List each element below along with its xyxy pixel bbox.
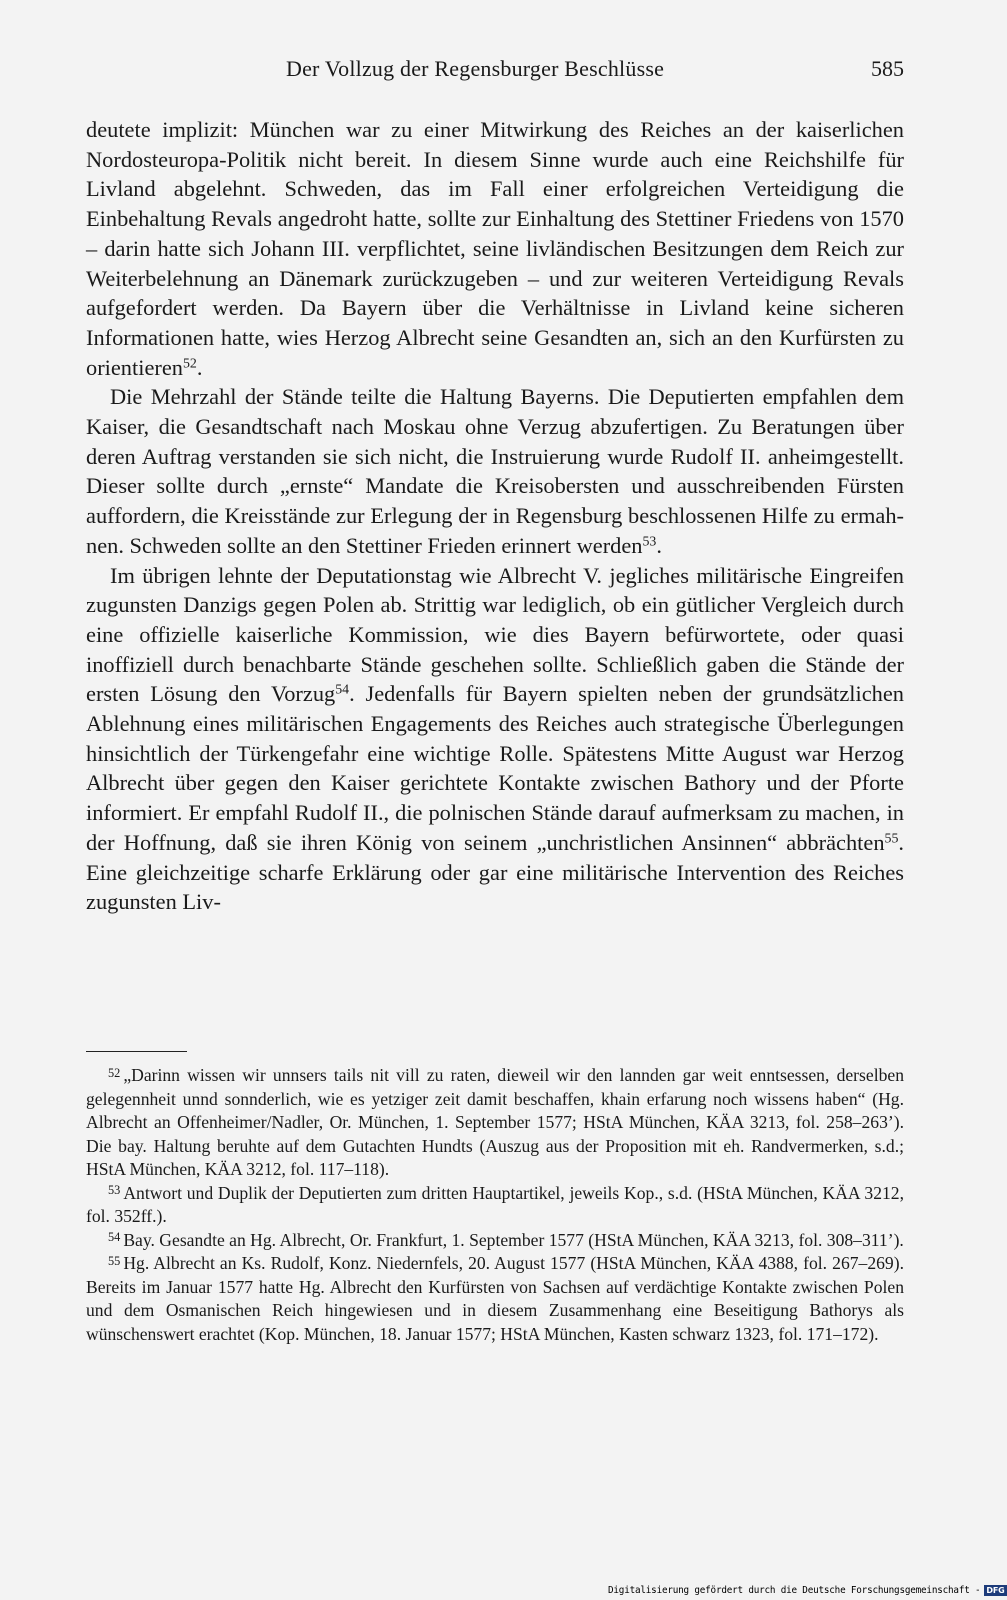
body-text [86, 115, 904, 917]
footnote-text: „Darinn wissen wir unnsers tails nit vill zu raten, dieweil wir den lannden gar weit enntsessen, derselben gelegennheit unnd sonnderlich, wie es yetziger zeit damit beschaffen, khain erfarung noch wissens haben“ (Hg. Albrecht an Offenheimer/Nadler, Or. München, 1. September 1577; HStA München, KÄA 3213, fol. 258–263’). Die bay. Haltung beruhte auf dem Gutachten Hundts (Auszug aus der Proposition mit eh. Randvermerken, s.d.; HStA München, KÄA 3212, fol. 117–118). [86, 1065, 904, 1179]
text-run: deutete implizit: München war zu einer Mitwirkung des Reiches an der kaiserlichen Nordosteuropa-Politik nicht bereit. In diesem Sinne wurde auch eine Reichshilfe für Livland abgelehnt. Schweden, das im Fall einer erfolgreichen Verteidigung die Einbehaltung Revals angedroht hatte, sollte zur Einhaltung des Stettiner Friedens von 1570 – darin hatte sich Johann III. verpflichtet, seine livländischen Besitzungen dem Reich zur Weiterbelehnung an Dänemark zurückzugeben – und zur weiteren Verteidigung Revals aufgefordert werden. Da Bayern über die Verhältnisse in Livland keine sicheren Informationen hatte, wies Herzog Albrecht seine Gesandten an, sich an den Kurfürsten zu orientieren [86, 117, 904, 380]
footnote-54 [86, 1229, 904, 1253]
footnote-text: Antwort und Duplik der Deputierten zum dritten Hauptartikel, jeweils Kop., s.d. (HStA München, KÄA 3212, fol. 352ff.). [86, 1182, 904, 1226]
footnote-number: 53 [108, 1183, 121, 1198]
text-run: . [196, 354, 203, 380]
footnote-number: 54 [108, 1230, 121, 1245]
text-run: Im übrigen lehnte der Deputationstag wie Albrecht V. jegliches militärische Eingreifen zugunsten Danzigs gegen Polen ab. Strittig war lediglich, ob ein gütlicher Vergleich durch eine offizielle kaiserliche Kommission, wie dies Bayern befürwortete, oder quasi inoffiziell durch benachbarte Stände geschehen sollte. Schließlich gaben die Stände der ersten Lösung den Vorzug [86, 562, 904, 707]
footnote-ref-54: 54 [335, 682, 350, 698]
text-run: . [656, 532, 662, 558]
footnote-ref-52: 52 [182, 356, 197, 371]
footnote-text: Bay. Gesandte an Hg. Albrecht, Or. Frankfurt, 1. September 1577 (HStA München, KÄA 3213, fol. 308–311’). [123, 1229, 904, 1250]
running-head [86, 56, 904, 86]
text-run: . Eine gleichzeitige scharfe Erklärung oder gar eine militärische Intervention des Reiches zugunsten Liv- [86, 829, 904, 915]
footnotes [86, 1064, 904, 1346]
text-run: . Jedenfalls für Bayern spielten neben der grundsätzlichen Ablehnung eines militärischen Engagements des Reiches auch strategische Überlegungen hinsichtlich der Türkengefahr eine wichtige Rolle. Spätestens Mitte August war Herzog Albrecht über gegen den Kaiser gerichtete Kontakte zwischen Bathory und der Pforte informiert. Er empfahl Rudolf II., die polnischen Stände darauf aufmerksam zu machen, in der Hoffnung, daß sie ihren König von seinem „unchristlichen Ansinnen“ abbrächten [86, 681, 904, 855]
paragraph [86, 382, 904, 560]
running-title: Der Vollzug der Regensburger Beschlüsse [286, 56, 665, 81]
footnote-number: 52 [108, 1065, 121, 1080]
digitization-credit [608, 1585, 1007, 1596]
footnote-divider [86, 1051, 187, 1052]
paragraph [86, 561, 904, 917]
page-number: 585 [871, 56, 904, 81]
footnote-text: Hg. Albrecht an Ks. Rudolf, Konz. Niedernfels, 20. August 1577 (HStA München, KÄA 4388, fol. 267–269). Bereits im Januar 1577 hatte Hg. Albrecht den Kurfürsten von Sachsen auf verdächtige Kontakte zwischen Polen und dem Osmanischen Reich hingewiesen und in diesem Zusammenhang eine Beseitigung Bathorys als wünschenswert erachtet (Kop. München, 18. Januar 1577; HStA München, Kasten schwarz 1323, fol. 171–172). [86, 1253, 904, 1344]
text-run: Die Mehrzahl der Stände teilte die Haltung Bayerns. Die Deputierten empfahlen dem Kaiser, die Gesandtschaft nach Moskau ohne Verzug abzufertigen. Zu Beratungen über deren Auftrag verstanden sie sich nicht, die Instruierung wurde Rudolf II. anheimgestellt. Dieser sollte durch „ernste“ Mandate die Kreisobersten und ausschreibenden Fürsten auffordern, die Kreisstände zur Erlegung der in Regensburg beschlossenen Hilfe zu ermahnen. Schweden sollte an den Stettiner Frieden erinnert werden [86, 384, 904, 558]
footnote-number: 55 [108, 1253, 121, 1268]
footnote-ref-53: 53 [642, 534, 657, 550]
footnote-52 [86, 1064, 904, 1182]
dfg-logo: DFG [986, 1586, 1005, 1595]
footnote-ref-55: 55 [884, 831, 899, 847]
footnote-55 [86, 1252, 904, 1346]
footnote-53 [86, 1182, 904, 1229]
paragraph [86, 115, 904, 382]
credit-text: Digitalisierung gefördert durch die Deutsche Forschungsgemeinschaft - [608, 1585, 981, 1596]
